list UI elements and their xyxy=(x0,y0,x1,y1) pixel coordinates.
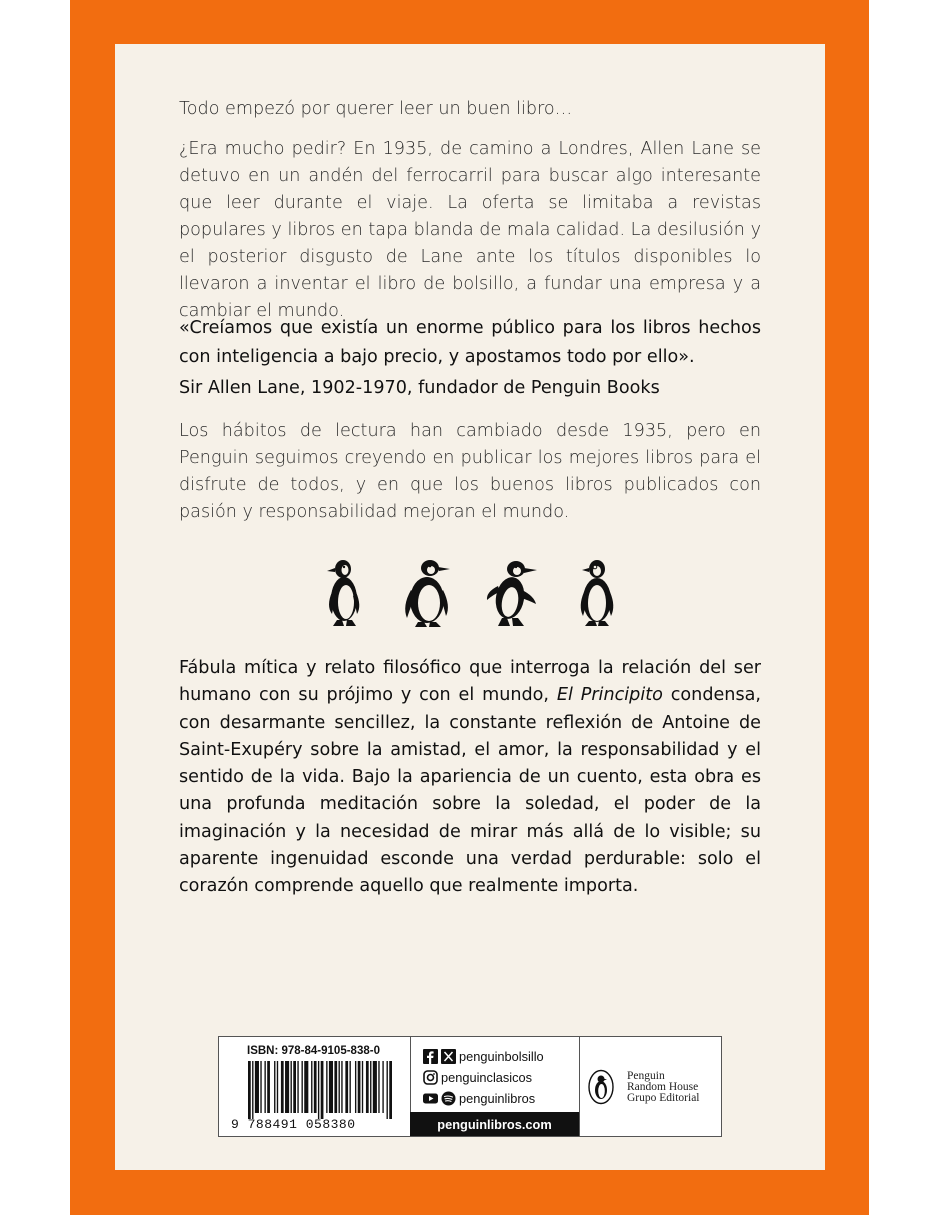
penguin-icon xyxy=(402,556,452,628)
barcode-bar xyxy=(387,1061,388,1119)
barcode-number: 9 788491 058380 xyxy=(231,1117,356,1132)
barcode-bar xyxy=(339,1061,340,1113)
barcode-bar xyxy=(341,1061,342,1113)
barcode-bar xyxy=(274,1061,275,1113)
youtube-icon xyxy=(423,1091,438,1106)
publisher-line: Random House xyxy=(627,1081,699,1093)
social-handle[interactable]: penguinclasicos xyxy=(441,1069,533,1085)
barcode-bar xyxy=(301,1061,302,1113)
barcode-bar xyxy=(326,1061,327,1113)
publisher-name xyxy=(627,1071,700,1104)
barcode-bar xyxy=(255,1061,259,1113)
barcode-bar xyxy=(291,1061,292,1113)
spotify-icon xyxy=(441,1091,456,1106)
social-handle[interactable]: penguinbolsillo xyxy=(459,1048,544,1064)
barcode-bar xyxy=(382,1061,383,1113)
intro-paragraph: ¿Era mucho pedir? En 1935, de camino a Londres, Allen Lane se detuvo en un andén del ferrocarril para buscar algo interesante que leer durante el viaje. La oferta se limitaba a revistas populares y libros en tapa blanda de mala calidad. La desilusión y el posterior disgusto de Lane ante los títulos disponibles lo llevaron a inventar el libro de bolsillo, a fundar una empresa y a cambiar el mundo. xyxy=(179,139,761,321)
barcode-bar xyxy=(362,1061,363,1113)
facebook-icon xyxy=(423,1049,438,1064)
barcode-bar xyxy=(281,1061,284,1113)
publisher-line: Penguin xyxy=(627,1070,665,1082)
blurb-text: Fábula mítica y relato filosófico que interroga la relación del ser humano con su prójimo y con el mundo, xyxy=(179,658,761,706)
barcode-bar xyxy=(311,1061,312,1113)
social-section xyxy=(410,1037,580,1136)
barcode-bar xyxy=(252,1061,253,1119)
barcode-bar xyxy=(334,1061,337,1113)
social-row-penguinbolsillo xyxy=(423,1047,544,1065)
barcode-bar xyxy=(318,1061,319,1119)
website-link[interactable]: penguinlibros.com xyxy=(410,1112,579,1136)
barcode-bar xyxy=(260,1061,261,1113)
barcode-bar xyxy=(304,1061,308,1113)
barcode-bar xyxy=(345,1061,348,1113)
barcode-bar xyxy=(267,1061,270,1113)
book-blurb xyxy=(179,655,761,901)
barcode-bar xyxy=(378,1061,379,1113)
barcode-bar xyxy=(314,1061,317,1113)
barcode-bar xyxy=(366,1061,369,1113)
barcode-bar xyxy=(349,1061,350,1113)
barcode-bar xyxy=(264,1061,265,1113)
barcode-bar xyxy=(285,1061,289,1113)
barcode-bar xyxy=(355,1061,356,1113)
barcode-bar xyxy=(389,1061,392,1119)
intro-lead: Todo empezó por querer leer un buen libro… xyxy=(179,99,573,119)
quote-author: Sir Allen Lane, 1902-1970, fundador de Penguin Books xyxy=(179,378,660,398)
social-row-penguinclasicos xyxy=(423,1068,532,1086)
barcode-bar xyxy=(370,1061,371,1113)
book-title: El Principito xyxy=(556,685,663,706)
barcode-bar xyxy=(297,1061,298,1113)
barcode-bar xyxy=(329,1061,333,1113)
publisher-info-box xyxy=(218,1036,722,1137)
isbn-label: ISBN: 978-84-9105-838-0 xyxy=(247,1045,380,1057)
mission-paragraph: Los hábitos de lectura han cambiado desde 1935, pero en Penguin seguimos creyendo en publicar los mejores libros para el disfrute de todos, y en que los buenos libros publicados con pasión y responsabilidad mejoran el mundo. xyxy=(179,421,761,522)
penguin-illustrations xyxy=(318,556,623,630)
barcode-bar xyxy=(321,1061,324,1119)
penguin-icon xyxy=(324,556,364,628)
social-row-penguinlibros xyxy=(423,1089,535,1107)
barcode-section xyxy=(219,1037,411,1136)
barcode-bar xyxy=(293,1061,296,1113)
barcode-icon xyxy=(248,1061,392,1119)
penguin-icon xyxy=(486,556,538,628)
social-handle[interactable]: penguinlibros xyxy=(459,1090,536,1106)
publisher-logo-section xyxy=(579,1037,721,1136)
barcode-bar xyxy=(358,1061,361,1113)
barcode-bar xyxy=(248,1061,251,1119)
penguin-random-house-logo-icon xyxy=(588,1069,614,1105)
barcode-bar xyxy=(277,1061,278,1113)
barcode-bar xyxy=(373,1061,377,1113)
instagram-icon xyxy=(423,1070,438,1085)
blurb-text: condensa, con desarmante sencillez, la constante reflexión de Antoine de Saint-Exupéry sobre la amistad, el amor, la responsabilidad y el sentido de la vida. Bajo la apariencia de un cuento, esta obra es una profunda meditación sobre la soledad, el poder de la imaginación y la necesidad de mirar más allá de lo visible; su aparente ingenuidad esconde una verdad perdurable: solo el corazón comprende aquello que realmente importa. xyxy=(179,685,761,897)
founder-quote: «Creíamos que existía un enorme público para los libros hechos con inteligencia a bajo precio, y apostamos todo por ello». xyxy=(179,318,761,367)
x-icon xyxy=(441,1049,456,1064)
publisher-line: Grupo Editorial xyxy=(627,1092,700,1104)
penguin-icon xyxy=(576,556,618,628)
